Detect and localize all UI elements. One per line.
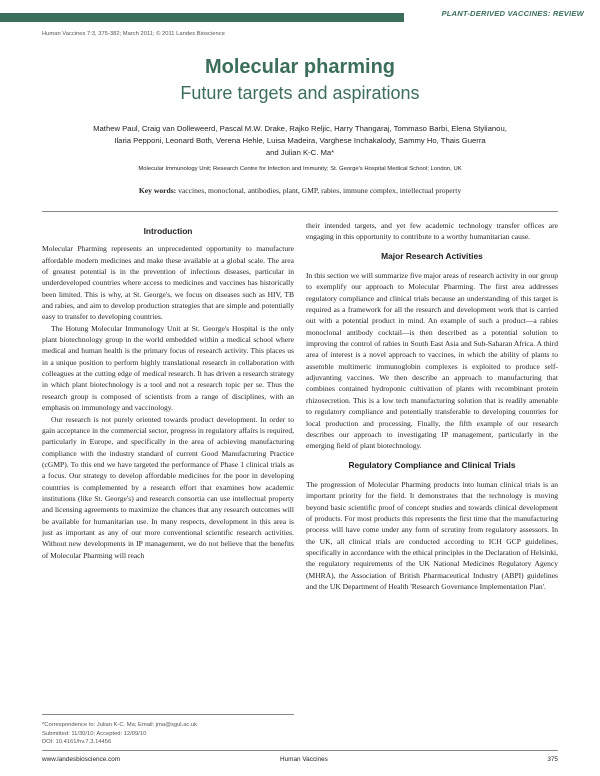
- correspondence: *Correspondence to: Julian K-C. Ma; Email: jma@sgul.ac.uk: [42, 722, 198, 728]
- divider: [42, 211, 558, 212]
- submission-dates: Submitted: 11/30/10; Accepted: 12/09/10: [42, 730, 147, 737]
- keywords-list: vaccines, monoclonal, antibodies, plant, GMP, rabies, immune complex, intellectual property: [178, 186, 462, 195]
- keywords: [0, 186, 600, 195]
- section-heading-regulatory: Regulatory Compliance and Clinical Trials: [348, 459, 516, 470]
- right-column: [306, 220, 558, 592]
- header-bar: [0, 0, 600, 24]
- page-number: 375: [547, 756, 558, 763]
- left-column: [42, 226, 294, 561]
- authors-line: Mathew Paul, Craig van Dolleweerd, Pascal M.W. Drake, Rajko Reljic, Harry Thangaraj, Tommaso Barbi, Elena Stylianou,: [93, 124, 507, 133]
- article-subtitle: Future targets and aspirations: [180, 83, 420, 103]
- section-heading-major-research: Major Research Activities: [381, 250, 483, 261]
- footer-journal: Human Vaccines: [280, 756, 328, 763]
- correspondence-footnote: [42, 714, 294, 747]
- footer-website: www.landesbioscience.com: [42, 756, 121, 763]
- paragraph: Molecular Pharming represents an unprecedented opportunity to manufacture affordable modern medicines and make these available at a global scale. The area of greatest potential is in the prevention of infectious diseases, particular in underdeveloped countries where access to medicines and vaccines has historically been limited. This is why, at St. George's, we focus on diseases such as HIV, TB and rabies, and aim to develop production strategies that are simple and potentially easy to transfer to developing countries.: [42, 244, 294, 322]
- footer-rule: [42, 750, 558, 751]
- section-label: PLANT-DERIVED VACCINES: REVIEW: [441, 9, 584, 18]
- citation: Human Vaccines 7:3, 375-382; March 2011; © 2011 Landes Bioscience: [42, 31, 225, 37]
- paragraph: The Hotung Molecular Immunology Unit at St. George's Hospital is the only plant biotechnology group in the world embedded within a medical school where medical and human health is the primary focus of research activity. This places us in a unique position to perform highly translational research in collaboration with colleagues at the cutting edge of medical research. It has driven a research strategy in which plant biotechnology is a tool and not a research topic per se. Thus the research group is composed of scientists from a range of disciplines, with an emphasis on immunology and vaccinology.: [42, 323, 294, 413]
- authors-line: and Julian K-C. Ma*: [265, 148, 335, 157]
- paragraph: In this section we will summarize five major areas of research activity in our group to exemplify our approach to Molecular Pharming. The first area addresses regulatory compliance and clinical trials because an understanding of this target is required as a framework for all the research and development work that is carried out with a potential product in mind. An example of such a product—a rabies monoclonal antibody cocktail—is then described as a potential solution to improving the control of rabies in South East Asia and Sub-Saharan Africa. A third area of interest is a novel approach to vaccines, in which the ability of plants to assemble multimeric immunoglobin complexes is exploited to produce self-adjuvanting vaccines. We then describe an approach to manufacturing that combines contained hydroponic cultivation of plants with recombinant protein rhizosecretion. This is a low tech manufacturing solution that is readily amenable to regulatory compliance and potentially transferable to developing countries for local production and processing. Finally, the fifth example of our research describes our approach to investigating IP management, particularly in the emerging field of plant biotechnology.: [306, 271, 558, 451]
- paragraph: Our research is not purely oriented towards product development. In order to gain acceptance in the commercial sector, progress in regulatory affairs is required, particularly in Europe, and specifically in the area of achieving manufacturing compliance with the industry standard of current Good Manufacturing Practice (cGMP). To this end we have targeted the performance of Phase 1 clinical trials as a focus. Our strategy to develop affordable medicines for the poor in developing countries is complemented by a research effort that examines how academic institutions (like St. George's) and research consortia can use intellectual property and licensing agreements to maximize the chances that any research outcomes will be available for humanitarian use. In many respects, development in this area is just as important as any of our more conventional scientific research activities. Without new developments in IP management, we do not believe that the benefits of Molecular Pharming will reach: [42, 414, 294, 560]
- article-title: Molecular pharming: [204, 56, 396, 78]
- author-list: [44, 123, 556, 159]
- page-footer: [0, 750, 600, 770]
- section-heading-introduction: Introduction: [143, 226, 193, 236]
- authors-line: Ilaria Pepponi, Leonard Both, Verena Hehle, Luisa Madeira, Varghese Inchakalody, Sammy Ho, Thais Guerra: [114, 136, 486, 145]
- paragraph: The progression of Molecular Pharming products into human clinical trials is an important priority for the field. It demonstrates that the technology is moving beyond basic scientific proof of concept studies and towards clinical development of products. For most products this represents the first time that the manufacturing process will have come under any form of scrutiny from regulatory assessors. In the UK, all clinical trials are conducted according to ICH GCP guidelines, specifically in accordance with the ethical principles in the Declaration of Helsinki, the regulatory requirements of the UK National Medicines Regulatory Agency (MHRA), the Association of British Pharmaceutical Industry (ABPI) guidelines and the UK Department of Health 'Research Governance Implementation Plan'.: [306, 479, 558, 591]
- doi: DOI: 10.4161/hv.7.3.14456: [42, 739, 112, 746]
- affiliation: Molecular Immunology Unit; Research Centre for Infection and Immunity; St. George's Hospital Medical School; London, UK: [138, 166, 462, 172]
- header-accent-bar: [0, 13, 404, 22]
- paragraph-continuation: their intended targets, and yet few academic technology transfer offices are engaging in this opportunity to contribute to a worthy humanitarian cause.: [306, 221, 558, 242]
- keywords-label: Key words:: [138, 186, 177, 195]
